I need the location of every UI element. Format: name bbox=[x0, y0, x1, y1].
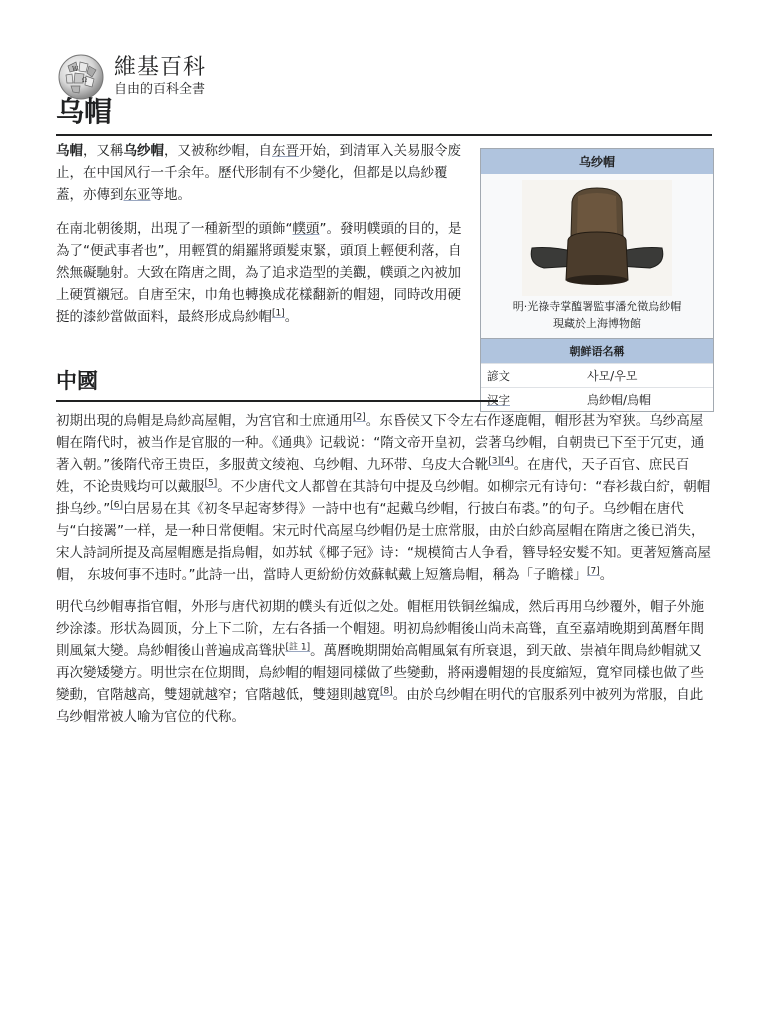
text-run: ，又被称纱帽，自 bbox=[164, 143, 272, 159]
text-run: 初期出現的烏帽是烏紗高屋帽，为宫官和士庶通用 bbox=[56, 413, 353, 429]
logo-subtitle: 自由的百科全書 bbox=[114, 82, 206, 97]
body-paragraph-2 bbox=[56, 596, 712, 728]
lead-paragraph-2 bbox=[56, 218, 470, 328]
text-run: 。东昏侯又下令左右作逐鹿帽，帽形甚为窄狭。乌纱高屋帽在隋代时，被当作是官服的一种。《通典》记载说：“隋文帝开皇初，尝著乌纱帽，自朝贵已下至于冗吏，通著入朝。”後隋代帝王贵臣，多服黄文绫袍、乌纱帽、九环带、乌皮大合靴 bbox=[56, 413, 705, 473]
bold-term: 乌纱帽 bbox=[123, 143, 164, 159]
text-run: 。在唐代，天子百官、庶民百姓，不论贵贱均可以戴服 bbox=[56, 457, 690, 495]
text-run: ，又稱 bbox=[83, 143, 124, 159]
infobox-subheader: 朝鲜语名稱 bbox=[481, 338, 713, 363]
citation-link[interactable]: [8] bbox=[380, 686, 393, 697]
svg-text:W: W bbox=[72, 66, 79, 73]
infobox-row-key[interactable]: 汉字 bbox=[487, 392, 510, 407]
text-run: 。萬曆晚期開始高帽風氣有所衰退，到天啟、崇禎年間烏紗帽就又再次變矮變方。明世宗在位期間，烏紗帽的帽翅同樣做了些變動，將兩邊帽翅的長度縮短，寬窄同樣也做了些變動，官階越高，雙翅就越窄；官階越低，雙翅則越寬 bbox=[56, 643, 704, 703]
infobox-row-key: 諺文 bbox=[487, 368, 510, 383]
article-link[interactable]: 幞頭 bbox=[292, 221, 320, 237]
svg-text:Ω: Ω bbox=[82, 77, 87, 84]
text-run: 。 bbox=[599, 567, 614, 583]
infobox-caption-line-2: 現藏於上海博物館 bbox=[553, 317, 641, 330]
citation-link[interactable]: [1] bbox=[272, 308, 285, 319]
text-run: 。不少唐代文人都曾在其詩句中提及乌纱帽。如柳宗元有诗句：“春衫裁白紵，朝帽掛乌纱。” bbox=[56, 479, 711, 517]
infobox-caption-line-1: 明·光祿寺掌醢署監事潘允徵烏紗帽 bbox=[512, 300, 682, 313]
text-run: 开始，到清軍入关易服令废止，在中国风行一千余年。歷代形制有不少變化，但都是以烏紗覆蓋，亦傳到 bbox=[56, 143, 461, 203]
text-run: 。 bbox=[284, 309, 299, 325]
citation-link[interactable]: [2] bbox=[353, 412, 366, 423]
infobox-row bbox=[481, 363, 713, 387]
text-run: 明代乌纱帽專指官帽，外形与唐代初期的幞头有近似之处。帽框用铁铜丝编成，然后再用乌纱覆外，帽子外施纱涂漆。形状為圆顶，分上下二阶，左右各插一个帽翅。明初烏紗帽後山尚未高聳，直至嘉靖晚期到萬曆年間則風氣大變。烏紗帽後山普遍成高聳狀 bbox=[56, 599, 704, 659]
text-run: 白居易在其《初冬早起寄梦得》一詩中也有“起戴乌纱帽，行披白布裘。”的句子。乌纱帽在唐代与“白接䍠”一样，是一种日常便帽。宋元时代高屋乌纱帽仍是士庶常服，由於白紗高屋帽在隋唐之後已消失，宋人詩詞所提及高屋帽應是指烏帽，如苏轼《椰子冠》诗：“规模简古人争看，簪导轻安髮不知。更著短簷高屋帽， 东坡何事不违时。”此詩一出，當時人更紛紛仿效蘇軾戴上短簷烏帽，稱為「子瞻樣」 bbox=[56, 501, 711, 583]
lead-section bbox=[56, 140, 470, 340]
citation-link[interactable]: [7] bbox=[587, 566, 600, 577]
body-paragraph-1 bbox=[56, 410, 712, 586]
citation-link[interactable]: [3][4] bbox=[488, 456, 514, 467]
infobox-row-value: 烏紗帽/烏帽 bbox=[587, 393, 652, 407]
infobox-caption bbox=[481, 296, 713, 338]
infobox-row bbox=[481, 387, 713, 411]
infobox bbox=[480, 148, 714, 412]
text-run: 在南北朝後期，出現了一種新型的頭飾“ bbox=[56, 221, 293, 237]
article-link[interactable]: 东亚 bbox=[123, 187, 151, 203]
text-run: 等地。 bbox=[150, 187, 191, 203]
infobox-row-value: 사모/우모 bbox=[587, 369, 638, 383]
citation-link[interactable]: [註 1] bbox=[285, 642, 311, 653]
text-run: 。由於乌纱帽在明代的官服系列中被列为常服，自此乌纱帽常被人喻为官位的代称。 bbox=[56, 687, 704, 725]
article-link[interactable]: 东晋 bbox=[272, 143, 299, 159]
page-title: 乌帽 bbox=[56, 92, 712, 136]
citation-link[interactable]: [6] bbox=[110, 500, 123, 511]
infobox-image[interactable] bbox=[481, 180, 713, 296]
bold-term: 乌帽 bbox=[56, 143, 83, 159]
citation-link[interactable]: [5] bbox=[204, 478, 218, 489]
logo-title: 維基百科 bbox=[114, 55, 207, 80]
text-run: ”。發明幞頭的目的，是為了“便武事者也”，用輕質的絹羅將頭髮束緊，頭頂上輕便利落，自然無礙馳射。大致在隋唐之間，為了追求造型的美觀，幞頭之內被加上硬質襯冠。自唐至宋，巾角也轉換成花樣翻新的帽翅，同時改用硬挺的漆紗當做面料，最終形成烏紗帽 bbox=[56, 221, 462, 325]
section-body bbox=[56, 410, 712, 738]
infobox-title: 乌纱帽 bbox=[481, 149, 713, 174]
section-heading: 中國 bbox=[56, 366, 498, 402]
lead-paragraph-1 bbox=[56, 140, 470, 206]
